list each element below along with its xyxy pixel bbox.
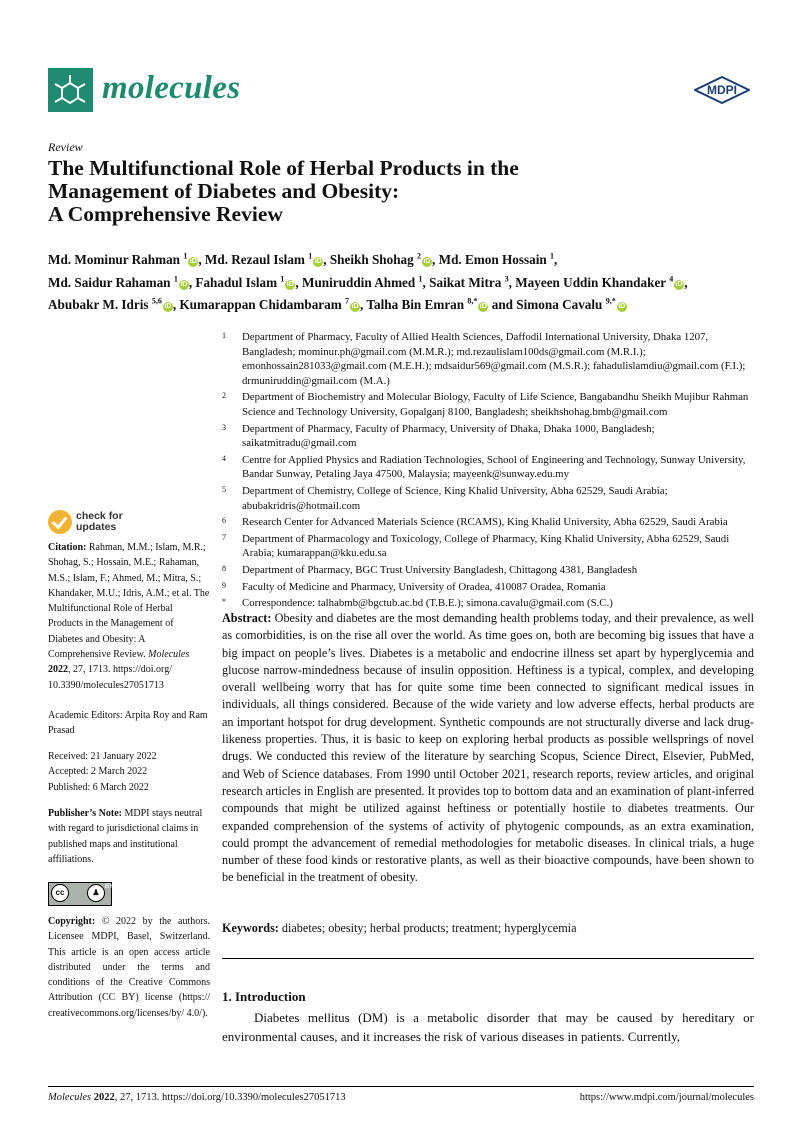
affiliation-number: 7 — [222, 532, 226, 542]
author — [439, 252, 558, 267]
orcid-icon[interactable]: iD — [164, 303, 172, 311]
abstract-label: Abstract: — [222, 611, 272, 625]
affiliation-number: 4 — [222, 453, 226, 463]
author — [515, 275, 687, 290]
citation-doi[interactable]: , 27, 1713. https://doi.org/ 10.3390/molecules27051713 — [48, 664, 172, 691]
affiliation-item — [222, 563, 757, 578]
author-affiliation-number: 1 — [550, 252, 555, 261]
author-separator: , — [432, 252, 436, 268]
author — [516, 297, 626, 312]
orcid-icon[interactable]: iD — [351, 303, 359, 311]
orcid-icon[interactable]: iD — [423, 258, 431, 266]
copyright-block — [48, 914, 210, 1021]
author-affiliation-number: 1 — [183, 252, 188, 261]
affiliation-text: Research Center for Advanced Materials Science (RCAMS), King Khalid University, Abha 62529, Saudi Arabia — [242, 516, 728, 529]
mdpi-logo-icon — [694, 76, 750, 109]
affiliation-number: 9 — [222, 580, 226, 590]
affiliation-text: Department of Pharmacy, Faculty of Pharmacy, University of Dhaka, Dhaka 1000, Bangladesh; saikatmitradu@gmail.com — [242, 422, 655, 450]
accepted-date: Accepted: 2 March 2022 — [48, 766, 148, 778]
author-affiliation-number: 5,6 — [151, 296, 162, 306]
dates-block — [48, 749, 210, 795]
affiliation-number: 3 — [222, 422, 226, 432]
publisher-note — [48, 806, 210, 867]
title-line: Management of Diabetes and Obesity: — [48, 179, 400, 203]
footer-citation — [48, 1092, 346, 1103]
author-separator: , — [188, 274, 193, 290]
copyright-label: Copyright: — [48, 916, 96, 927]
author-name: Mayeen Uddin Khandaker — [515, 274, 666, 290]
footer-year: 2022 — [93, 1092, 115, 1103]
author-separator: , — [295, 274, 299, 290]
citation-label: Citation: — [48, 542, 87, 553]
check-icon — [48, 510, 72, 534]
author-name: Md. Emon Hossain — [438, 252, 547, 268]
author-separator: , — [172, 297, 177, 313]
affiliation-item — [222, 453, 757, 482]
footer-doi-link[interactable]: , 27, 1713. https://doi.org/10.3390/molecules27051713 — [114, 1092, 346, 1103]
affiliation-text: Centre for Applied Physics and Radiation Technologies, School of Engineering and Technology, Sunway University, Bandar Sunway, Petaling Jaya 47500, Malaysia; mayeenk@sunway.edu.my — [242, 453, 746, 481]
affiliation-item — [222, 580, 757, 595]
journal-logo-icon — [48, 68, 93, 112]
citation-year: 2022 — [48, 664, 68, 676]
affiliation-text: Department of Chemistry, College of Science, King Khalid University, Abha 62529, Saudi Arabia; abubakridris@hotmail.com — [242, 484, 668, 512]
citation-journal: Molecules — [148, 649, 190, 661]
received-date: Received: 21 January 2022 — [48, 751, 157, 762]
author — [302, 275, 426, 290]
affiliation-text: Department of Pharmacy, Faculty of Allied Health Sciences, Daffodil International University, Dhaka 1207, Bangladesh; mominur.ph@gmail.com (M.M.R.); md.rezaulislam100ds@gmail.com (M.R.I.); emonhossain281033@gmail.com (M.E.H.); mdsaidur569@gmail.com (M.S.R.); fahadulislamdiu@gmail.com (F.I.); drmuniruddin@gmail.com (M.A.) — [242, 331, 746, 387]
author — [195, 275, 298, 290]
cc-by-license-badge[interactable] — [48, 882, 112, 906]
check-for-updates-button[interactable] — [48, 510, 128, 536]
affiliation-item — [222, 390, 757, 419]
footer-divider — [48, 1086, 754, 1087]
section-divider — [222, 958, 754, 959]
orcid-icon[interactable]: iD — [479, 303, 487, 311]
author-separator: , — [360, 297, 364, 313]
publisher-note-text: MDPI stays neutral with regard to jurisdictional claims in published maps and institutional affiliations. — [48, 808, 203, 865]
check-updates-label: check for updates — [76, 510, 123, 533]
footer-journal-link[interactable]: https://www.mdpi.com/journal/molecules — [579, 1092, 754, 1103]
affiliation-text: Department of Pharmacology and Toxicology, College of Pharmacy, King Khalid University, Abha 62529, Saudi Arabia; kumarappan@kku.edu.sa — [242, 532, 730, 560]
author-separator: , — [508, 274, 512, 290]
keywords-text: diabetes; obesity; herbal products; treatment; hyperglycemia — [281, 921, 577, 935]
author-separator: , — [198, 252, 202, 268]
affiliation-item — [222, 596, 757, 611]
author-affiliation-number: 9,* — [605, 296, 616, 306]
orcid-icon[interactable]: iD — [675, 280, 683, 288]
footer-journal: Molecules — [48, 1092, 92, 1103]
affiliation-item — [222, 532, 757, 561]
affiliation-item — [222, 484, 757, 513]
author-name: Saikat Mitra — [429, 274, 502, 290]
author-affiliation-number: 8,* — [467, 296, 478, 306]
title-line: The Multifunctional Role of Herbal Products in the — [48, 156, 519, 180]
author-affiliation-number: 2 — [417, 252, 422, 261]
author-separator: and — [488, 297, 513, 313]
orcid-icon[interactable]: iD — [286, 280, 294, 288]
author-separator: , — [554, 252, 558, 268]
keywords-label: Keywords: — [222, 921, 279, 935]
author-name: Kumarappan Chidambaram — [179, 297, 342, 313]
author-name: Md. Mominur Rahman — [48, 252, 181, 268]
article-title — [48, 157, 728, 226]
abstract — [222, 610, 754, 887]
affiliation-text: Department of Biochemistry and Molecular Biology, Faculty of Life Science, Bangabandhu Sheikh Mujibur Rahman Science and Technology University, Gopalganj 8100, Bangladesh; sheikhshohag.bmb@gmail.com — [242, 391, 749, 418]
journal-name: molecules — [102, 70, 241, 106]
author-separator: , — [422, 274, 426, 290]
author-name: Simona Cavalu — [516, 297, 603, 313]
author-affiliation-number: 4 — [669, 274, 674, 284]
publisher-logo-text: MDPI — [707, 83, 737, 97]
affiliation-number: 1 — [222, 331, 226, 340]
author-separator: , — [684, 274, 688, 290]
keywords — [222, 921, 754, 936]
author-affiliation-number: 3 — [504, 274, 509, 284]
attribution-icon: ♟ — [87, 884, 105, 902]
author-name: Talha Bin Emran — [366, 297, 465, 313]
title-line: A Comprehensive Review — [48, 202, 283, 226]
published-date: Published: 6 March 2022 — [48, 781, 149, 793]
academic-editors: Academic Editors: Arpita Roy and Ram Prasad — [48, 710, 208, 737]
affiliation-item — [222, 515, 757, 530]
affiliation-number: 6 — [222, 516, 226, 526]
author-name: Fahadul Islam — [195, 274, 278, 290]
orcid-icon[interactable]: iD — [189, 258, 197, 266]
orcid-icon[interactable]: iD — [314, 258, 322, 266]
author — [330, 252, 436, 267]
affiliation-text: Correspondence: talhabmb@bgctub.ac.bd (T.B.E.); simona.cavalu@gmail.com (S.C.) — [242, 597, 613, 610]
author — [179, 297, 363, 312]
affiliation-item — [222, 422, 757, 451]
affiliation-list — [222, 330, 757, 613]
cc-icon: cc — [51, 884, 69, 902]
author-affiliation-number: 1 — [280, 274, 285, 284]
affiliation-number: 8 — [222, 563, 226, 573]
orcid-icon[interactable]: iD — [180, 280, 188, 288]
author — [429, 275, 512, 290]
affiliation-number: * — [222, 597, 226, 607]
author-list — [48, 247, 768, 314]
publisher-note-label: Publisher’s Note: — [48, 808, 122, 819]
author — [48, 297, 176, 312]
affiliation-item — [222, 330, 757, 388]
author-name: Md. Rezaul Islam — [204, 252, 305, 268]
author — [205, 252, 327, 267]
author-name: Md. Saidur Rahaman — [48, 274, 171, 290]
copyright-text: © 2022 by the authors. Licensee MDPI, Basel, Switzerland. This article is an open access article distributed under the terms and conditions of the Creative Commons Attribution (CC BY) license (https:// creativecommons.org/licenses/by/ 4.0/). — [48, 916, 210, 1019]
author-affiliation-number: 1 — [308, 252, 313, 261]
author-name: Sheikh Shohag — [329, 252, 414, 268]
author-affiliation-number: 1 — [173, 274, 178, 284]
by-label: BY — [105, 884, 114, 890]
author-name: Abubakr M. Idris — [48, 297, 149, 313]
author-affiliation-number: 7 — [345, 296, 350, 306]
affiliation-text: Department of Pharmacy, BGC Trust University Bangladesh, Chittagong 4381, Bangladesh — [242, 563, 638, 576]
affiliation-number: 5 — [222, 484, 226, 494]
abstract-text: Obesity and diabetes are the most demanding health problems today, and their prevalence, as well as comorbidities, is on the rise all over the world. As time goes on, both are becoming big issues that have a big impact on people’s lives. Diabetes is a metabolic and endocrine illness set apart by hyperglycemia and glucose narrow-mindedness because of insulin opposition. Heftiness is a typical, complex, and developing overall wellbeing worry that has for quite some time been connected to significant medical issues in individuals, all things considered. Because of the wide variety and low adverse effects, herbal products are an important hotspot for drug development. Synthetic compounds are not structurally diverse and lack drug-likeness properties. Thus, it is basic to keep on exploring herbal products as possible wellsprings of novel drugs. We conducted this review of the literature by searching Scopus, Science Direct, Elsevier, PubMed, and Web of Science databases. From 1990 until October 2021, research reports, review articles, and original research articles in English are presented. It provides top to bottom data and an examination of plant-inferred compounds that might be utilized against heftiness or potentially hostile to diabetes treatments. Our expanded comprehension of the systems of activity of phytogenic compounds, as an extra examination, could prompt the advancement of remedial methodologies for metabolic diseases. In clinical trials, a huge number of these food kinds or restorative plants, as well as their bioactive compounds, have been shown to be beneficial in the treatment of obesity. — [222, 611, 755, 885]
section-heading: 1. Introduction — [222, 989, 306, 1004]
citation-text: Rahman, M.M.; Islam, M.R.; Shohag, S.; Hossain, M.E.; Rahaman, M.S.; Islam, F.; Ahmed, M.; Mitra, S.; Khandaker, M.U.; Idris, A.M.; et al. The Multifunctional Role of Herbal Products in the Management of Diabetes and Obesity: A Comprehensive Review. — [48, 542, 210, 661]
affiliation-number: 2 — [222, 391, 226, 401]
author — [48, 275, 192, 290]
author-separator: , — [323, 252, 327, 268]
orcid-icon[interactable]: iD — [618, 303, 626, 311]
intro-paragraph: Diabetes mellitus (DM) is a metabolic disorder that may be caused by hereditary or environmental causes, and it increases the risk of various diseases in patients. Currently, — [222, 1010, 754, 1044]
author-name: Muniruddin Ahmed — [302, 274, 416, 290]
author — [48, 252, 202, 267]
author-affiliation-number: 1 — [418, 274, 423, 284]
author — [366, 297, 513, 312]
affiliation-text: Faculty of Medicine and Pharmacy, University of Oradea, 410087 Oradea, Romania — [242, 580, 606, 593]
citation-block — [48, 540, 210, 693]
article-type: Review — [48, 140, 83, 154]
